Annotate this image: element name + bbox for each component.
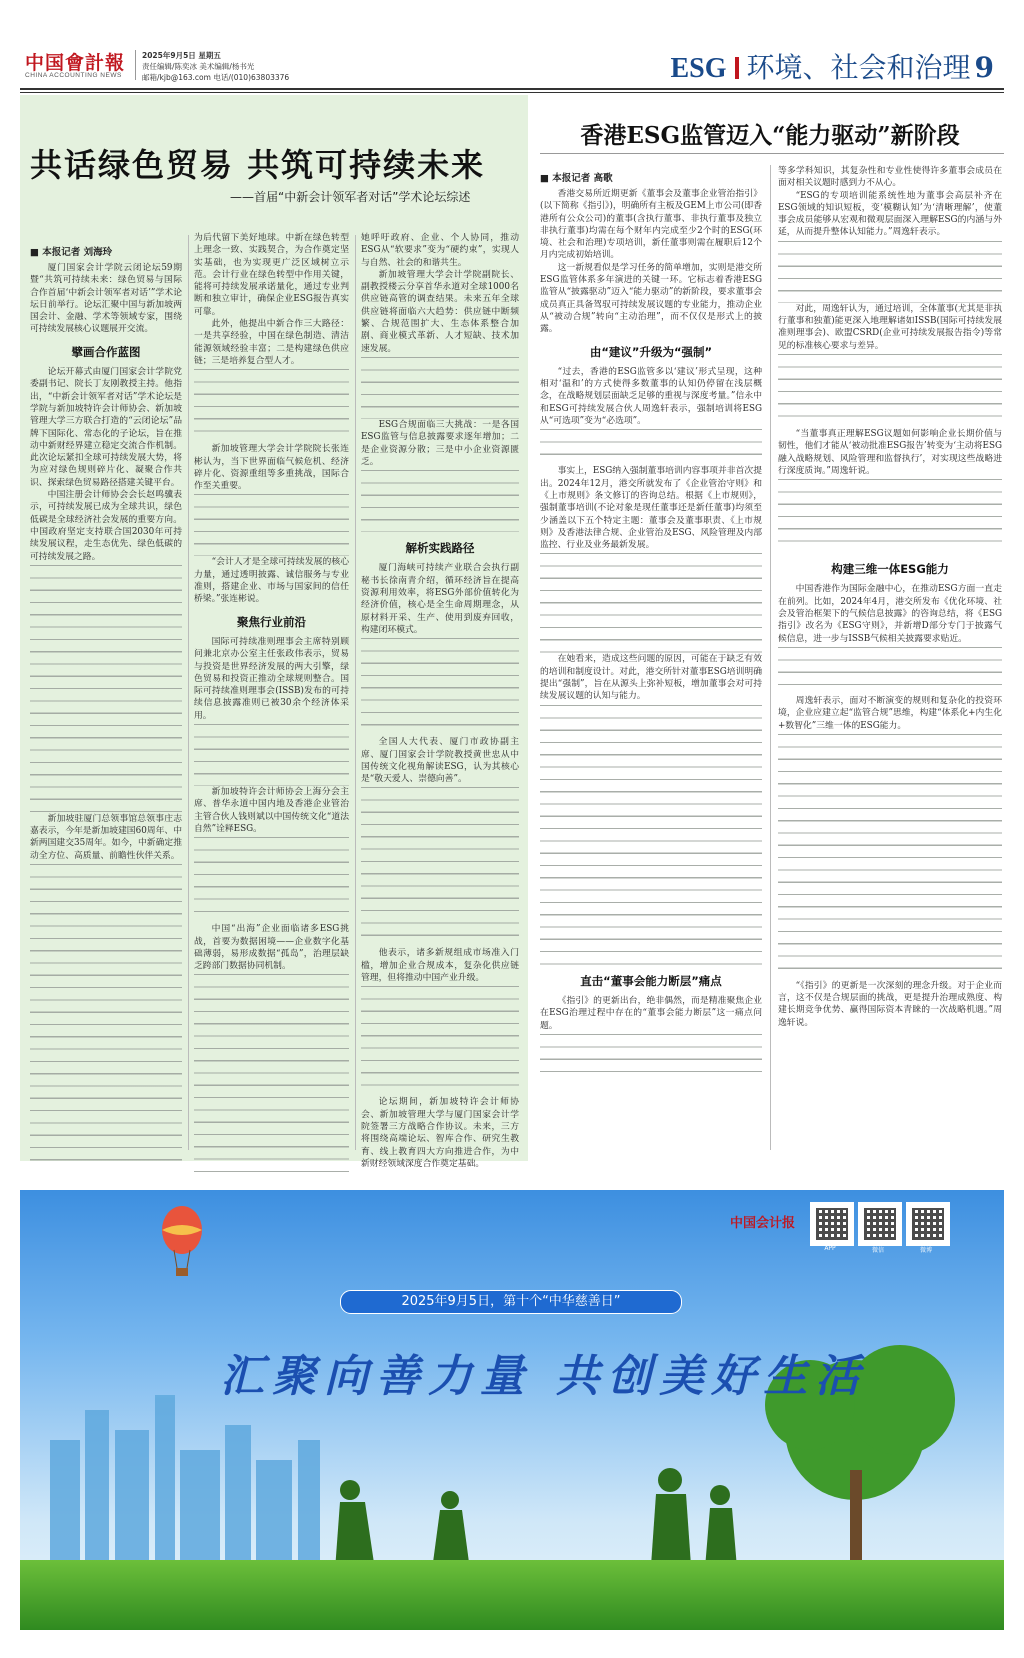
text-lines: [361, 470, 519, 532]
right-headline-rule: [540, 153, 1004, 154]
paragraph: 这一新规看似是学习任务的简单增加，实则是港交所ESG监管体系多年演进的关键一环。它标志着香港ESG监管从“披露驱动”迈入“能力驱动”的新阶段，要求董事会成员真正具备驾驭可持续发展议题的专业能力，推动企业从“被动合规”转向“主动治理”，而不仅仅是形式上的披露。: [540, 262, 762, 335]
text-lines: [778, 241, 1002, 303]
section-heading: 聚焦行业前沿: [237, 614, 306, 629]
hot-air-balloon-icon: [162, 1206, 202, 1276]
paragraph: “ESG的专项培训能系统性地为董事会高层补齐在ESG领域的知识短板，变‘模糊认知’为‘清晰理解’，使董事会成员能够从宏观和微观层面深入理解ESG的内涵与外延，从而提升整体认知能力。”周逸轩表示。: [778, 190, 1002, 238]
text-lines: [194, 837, 349, 923]
section-cn: 环境、社会和治理: [746, 51, 971, 84]
qr-label-app: APP: [824, 1245, 836, 1252]
paragraph: 论坛开幕式由厦门国家会计学院党委副书记、院长丁友刚教授主持。他指出，“中新会计领军者对话”学术论坛是学院与新加坡特许会计师协会、新加坡管理大学三方联合打造的“云闭论坛”品牌下国际化、常态化的子论坛，旨在推动中新财经界建立稳定交流合作机制。此次论坛紧扣全球可持续发展大势，将为应对绿色规则碎片化、凝聚合作共识、探索绿色贸易路径搭建关键平台。: [30, 367, 182, 488]
section-title: [670, 46, 994, 86]
issue-date: 2025年9月5日 星期五: [142, 51, 221, 60]
text-lines: [361, 357, 519, 419]
paragraph: 新加坡驻厦门总领事馆总领事庄志嘉表示，今年是新加坡建国60周年、中新两国建交35周年。如今，中新确定推动全方位、高质量、前瞻性伙伴关系。: [30, 813, 182, 861]
grass-field: [20, 1560, 1004, 1630]
city-skyline: [50, 1395, 320, 1580]
column-divider: [188, 235, 189, 1150]
left-column-1: [30, 262, 182, 1152]
column-divider: [770, 165, 771, 1150]
text-lines: [540, 553, 762, 653]
paragraph: 新加坡管理大学会计学院副院长、副教授楼云分享首华永道对全球1000名供应链高管的调查结果。未来五年全球供应链将面临六大趋势：供应链中断频繁、合规范围扩大、生态体系整合加剧、商业模式革新、人才短缺、技术加速发展。: [361, 269, 519, 354]
paragraph: 中国“出海”企业面临诸多ESG挑战，首要为数据困境——企业数字化基础薄弱，易形成数据“孤岛”，治理层缺乏跨部门数据协同机制。: [194, 924, 349, 972]
text-lines: [194, 974, 349, 1174]
text-lines: [194, 724, 349, 786]
paragraph: 她呼吁政府、企业、个人协同，推动ESG从“软要求”变为“硬约束”，实现人与自然、社会的和谐共生。: [361, 233, 519, 268]
qr-label-weibo: 微博: [919, 1247, 932, 1254]
masthead-meta: [142, 50, 289, 83]
paragraph: 国际可持续准则理事会主席特别顾问兼北京办公室主任张政伟表示，贸易与投资是世界经济发展的两大引擎，绿色贸易和投资正推动全球规则整合。国际可持续准则理事会(ISSB)发布的可持续信息披露准则已被30余个经济体采用。: [194, 636, 349, 721]
paragraph: 在她看来，造成这些问题的原因，可能在于缺乏有效的培训和制度设计。对此，港交所针对董事ESG培训明确提出“强制”，旨在从源头上弥补短板，增加董事会对可持续发展议题的认知与能力。: [540, 654, 762, 702]
text-lines: [540, 705, 762, 965]
paragraph: 事实上，ESG纳入强制董事培训内容事项并非首次提出。2024年12月，港交所就发布了《企业管治守则》和《上市规则》条文修订的咨询总结。根据《上市规则》，强制董事培训(不论对象是现任董事还是新任董事)均须至少涵盖以下五个特定主题：董事会及董事职责、《上市规则》及香港法律合规、企业管治及ESG、风险管理及内部监控、行业及业务最新发展。: [540, 466, 762, 551]
text-lines: [778, 479, 1002, 553]
qr-label-wechat: 微信: [871, 1247, 884, 1254]
paragraph: 香港交易所近期更新《董事会及董事企业管治指引》(以下简称《指引》)，明确所有主板及GEM上市公司(即香港所有公众公司)的董事(含执行董事、非执行董事及独立非执行董事)均需在每个财年内完成至少2个时的ESG(环境、社会和治理)专项培训，新任董事则需在履职后12个月内完成初始培训。: [540, 189, 762, 261]
section-heading: 擘画合作蓝图: [71, 344, 141, 359]
paragraph: 论坛期间，新加坡特许会计师协会、新加坡管理大学与厦门国家会计学院签署三方战略合作协议。未来，三方将围绕高端论坛、智库合作、研究生教育、线上教育四大方向推进合作，为中新财经领域深度合作奠定基础。: [361, 1097, 519, 1169]
masthead: [0, 0, 1024, 95]
right-column-2: [778, 165, 1002, 1152]
text-lines: [361, 787, 519, 947]
text-lines: [30, 565, 182, 813]
left-byline: ■ 本报记者 刘海玲: [30, 247, 113, 258]
column-divider: [355, 235, 356, 1150]
section-heading: 由“建议”升级为“强制”: [589, 344, 713, 359]
paragraph: “《指引》的更新是一次深刻的理念升级。对于企业而言，这不仅是合规层面的挑战，更是提升治理成熟度、构建长期竞争优势、赢得国际资本青睐的一次战略机遇。”周逸轩说。: [778, 980, 1002, 1028]
text-lines: [194, 494, 349, 556]
paragraph: 中国注册会计师协会会长赵鸣骥表示，可持续发展已成为全球共识，绿色低碳是全球经济社会发展的重要方向。中国政府坚定支持联合国2030年可持续发展议程，走生态优先、绿色低碳的可持续发展之路。: [30, 490, 182, 562]
paragraph: ESG合规面临三大挑战：一是各国ESG监管与信息披露要求逐年增加；二是企业资源分散；三是中小企业资源匮乏。: [361, 419, 519, 467]
paragraph: “会计人才是全球可持续发展的核心力量，通过透明披露、诚信服务与专业准则，搭建企业、市场与国家间的信任桥梁。”张连彬说。: [194, 557, 349, 605]
section-heading: 直击“董事会能力断层”痛点: [580, 973, 722, 988]
right-headline: 香港ESG监管迈入“能力驱动”新阶段: [580, 122, 960, 149]
left-subheadline: ——首届“中新会计领军者对话”学术论坛综述: [230, 190, 471, 204]
charity-day-banner: [20, 1190, 1004, 1630]
paragraph: 厦门国家会计学院云闭论坛59期暨“共筑可持续未来：绿色贸易与国际合作首届‘中新会计领军者对话’”学术论坛日前举行。论坛汇聚中国与新加坡两国会计、金融、学术等领域专家，围绕可持续发展核心议题展开交流。: [30, 263, 182, 335]
masthead-divider: [135, 50, 136, 80]
qr-code-icon[interactable]: [906, 1202, 950, 1246]
right-byline: ■ 本报记者 高歌: [540, 173, 613, 184]
editors-line: 责任编辑/陈奕冰 美术编辑/杨书光: [142, 62, 255, 71]
contact-line: 邮箱/kjb@163.com 电话/(010)63803376: [142, 73, 290, 82]
left-headline: 共话绿色贸易 共筑可持续未来: [30, 146, 486, 184]
text-lines: [778, 734, 1002, 980]
left-column-2: [194, 232, 349, 1152]
text-lines: [778, 354, 1002, 428]
top-rule: [20, 88, 1004, 90]
top-rule-thin: [20, 92, 1004, 93]
paragraph: “过去，香港的ESG监管多以‘建议’形式呈现，这种相对‘温和’的方式使得多数董事的认知仍停留在浅层概念，在战略规划层面缺乏足够的重视与深度考量。”信永中和ESG可持续发展合伙人周逸轩表示，强制培训将ESG从“可选项”变为“必选项”。: [540, 366, 762, 427]
paragraph: 为后代留下美好地球。中新在绿色转型上理念一致、实践契合，为合作奠定坚实基础，也为实现更广泛区域树立示范。会计行业在绿色转型中作用关键，能将可持续发展承诺量化，通过专业判断和独立审计，确保企业ESG报告真实可靠。: [194, 233, 349, 317]
left-column-3: [361, 232, 519, 1169]
paragraph: 周逸轩表示，面对不断演变的规则和复杂化的投资环境，企业应建立起“监管合规”思维，构建“体系化+内生化+数智化”三维一体的ESG能力。: [778, 695, 1002, 731]
newspaper-logo: 中国會計報: [25, 52, 126, 74]
paragraph: 新加坡管理大学会计学院院长张连彬认为，当下世界面临气候危机、经济碎片化、资源重组等多重挑战，国际合作至关重要。: [194, 444, 349, 492]
paragraph: 《指引》的更新出台，绝非偶然，而是精准聚焦企业在ESG治理过程中存在的“董事会能力断层”这一痛点问题。: [540, 995, 762, 1031]
paragraph: 全国人大代表、厦门市政协副主席、厦门国家会计学院教授黄世忠从中国传统文化视角解读ESG，认为其核心是“敬天爱人、崇德向善”。: [361, 737, 519, 785]
newspaper-logo-en: CHINA ACCOUNTING NEWS: [25, 72, 122, 79]
text-lines: [540, 429, 762, 465]
qr-code-icon[interactable]: [810, 1202, 854, 1246]
charity-day-date: 2025年9月5日，第十个“中华慈善日”: [340, 1290, 682, 1314]
text-lines: [778, 647, 1002, 695]
paragraph: 他表示，诸多新规组成市场准入门槛，增加企业合规成本，复杂化供应链管理，但将推动中国产业升级。: [361, 948, 519, 984]
paragraph: 中国香港作为国际金融中心，在推动ESG方面一直走在前列。比如，2024年4月，港交所发布《优化环境、社会及管治框架下的气候信息披露》的咨询总结，将《ESG指引》改名为《ESG守则》，并新增D部分专门于披露气候信息，进一步与ISSB气候相关披露要求贴近。: [778, 584, 1002, 644]
paragraph: 此外，他提出中新合作三大路径：一是共享经验，中国在绿色制造、清洁能源领域经验丰富；二是构建绿色供应链；三是培养复合型人才。: [194, 319, 349, 366]
text-lines: [30, 864, 182, 1164]
section-heading: 构建三维一体ESG能力: [831, 562, 949, 577]
text-lines: [361, 638, 519, 736]
text-lines: [540, 1034, 762, 1074]
paragraph: 对此，周逸轩认为，通过培训，全体董事(尤其是非执行董事和独董)能更深入地理解诸如ISSB(国际可持续发展准则理事会)、欧盟CSRD(企业可持续发展报告指令)等常见的标准核心要求与差异。: [778, 303, 1002, 351]
paragraph: 厦门海峡可持续产业联合会执行副秘书长徐南青介绍，循环经济旨在提高资源利用效率，将ESG外部价值转化为经济价值，核心是全生命周期理念，从原材料开采、生产、使用到废弃回收，构建闭环模式。: [361, 563, 519, 635]
section-heading: 解析实践路径: [405, 541, 475, 556]
page-number: 9: [974, 51, 994, 84]
paragraph: 等多学科知识，其复杂性和专业性使得许多董事会成员在面对相关议题时感到力不从心。: [778, 166, 1002, 189]
right-column-1: [540, 188, 762, 1152]
paragraph: 新加坡特许会计师协会上海分会主席、普华永道中国内地及香港企业管治主管合伙人钱则斌以中国传统文化“道法自然”诠释ESG。: [194, 787, 349, 834]
qr-code-icon[interactable]: [858, 1202, 902, 1246]
paragraph: “当董事真正理解ESG议题如何影响企业长期价值与韧性，他们才能从‘被动批准ESG报告’转变为‘主动将ESG融入战略规划、风险管理和监督执行’，对实现这些战略进行深度质询。”周逸轩说。: [778, 428, 1002, 476]
section-bar: [735, 57, 739, 79]
text-lines: [194, 369, 349, 443]
section-en: ESG: [670, 53, 727, 84]
text-lines: [361, 986, 519, 1096]
banner-brand-logo: 中国会计报: [730, 1216, 796, 1231]
banner-slogan: 汇聚向善力量 共创美好生活: [220, 1351, 868, 1402]
